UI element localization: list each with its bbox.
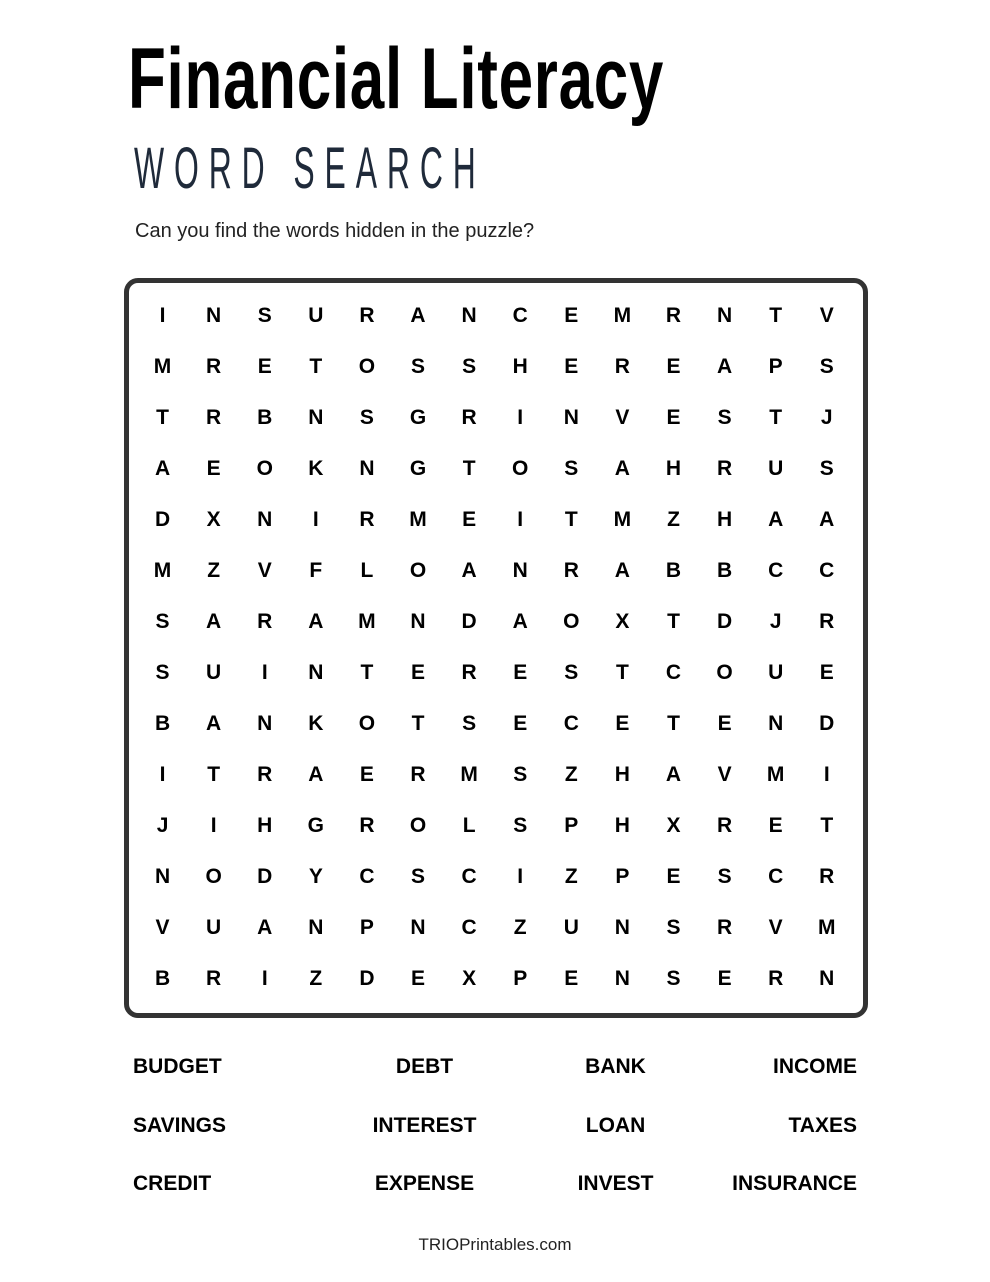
grid-letter[interactable]: T — [769, 303, 783, 327]
grid-letter[interactable]: E — [564, 354, 579, 378]
grid-letter[interactable]: N — [819, 966, 835, 990]
grid-letter[interactable]: P — [564, 813, 579, 837]
grid-letter[interactable]: A — [206, 609, 222, 633]
page-subtitle: WORD SEARCH — [134, 136, 486, 201]
grid-letter[interactable]: N — [308, 660, 324, 684]
grid-letter[interactable]: O — [409, 558, 427, 582]
grid-letter[interactable]: U — [308, 303, 324, 327]
grid-letter[interactable]: T — [667, 711, 680, 735]
grid-letter[interactable]: V — [819, 303, 834, 327]
grid-letter[interactable]: E — [819, 660, 834, 684]
word-list-item: TAXES — [788, 1113, 857, 1137]
grid-letter[interactable]: V — [768, 915, 783, 939]
grid-letter[interactable]: J — [769, 609, 782, 633]
grid-letter[interactable]: S — [564, 660, 579, 684]
word-list-item: DEBT — [395, 1055, 454, 1078]
grid-letter[interactable]: E — [411, 660, 426, 684]
grid-letter[interactable]: E — [359, 762, 374, 786]
grid-letter[interactable]: S — [513, 813, 528, 837]
grid-letter[interactable]: I — [210, 813, 217, 837]
grid-letter[interactable]: A — [257, 915, 273, 939]
grid-letter[interactable]: I — [312, 507, 319, 531]
grid-letter[interactable]: N — [308, 915, 324, 939]
grid-letter[interactable]: H — [614, 762, 630, 786]
grid-letter[interactable]: Z — [564, 864, 578, 888]
grid-letter[interactable]: N — [410, 915, 426, 939]
grid-letter[interactable]: N — [716, 303, 733, 327]
grid-letter[interactable]: E — [513, 711, 528, 735]
grid-letter[interactable]: I — [159, 303, 166, 327]
grid-letter[interactable]: S — [666, 966, 681, 990]
grid-letter[interactable]: F — [309, 558, 323, 582]
grid-letter[interactable]: N — [461, 303, 477, 327]
grid-letter[interactable]: R — [206, 354, 222, 378]
grid-letter[interactable]: M — [818, 915, 836, 939]
grid-letter[interactable]: O — [256, 456, 273, 480]
grid-letter[interactable]: A — [614, 456, 630, 480]
grid-letter[interactable]: S — [666, 915, 681, 939]
grid-letter[interactable]: E — [717, 966, 732, 990]
grid-letter[interactable]: N — [257, 507, 273, 531]
grid-letter[interactable]: U — [768, 456, 784, 480]
grid-letter[interactable]: I — [261, 660, 268, 684]
page-title: Financial Literacy — [128, 31, 665, 127]
grid-letter[interactable]: G — [409, 405, 427, 429]
grid-letter[interactable]: R — [461, 405, 477, 429]
grid-letter[interactable]: A — [768, 507, 784, 531]
grid-letter[interactable]: R — [716, 915, 733, 939]
grid-letter[interactable]: Z — [513, 915, 527, 939]
grid-letter[interactable]: N — [154, 864, 171, 888]
grid-letter[interactable]: V — [257, 558, 272, 582]
grid-letter[interactable]: A — [716, 354, 733, 378]
grid-letter[interactable]: N — [308, 405, 324, 429]
grid-letter[interactable]: E — [666, 354, 681, 378]
grid-letter[interactable]: T — [360, 660, 374, 684]
grid-letter[interactable]: I — [517, 507, 524, 531]
grid-letter[interactable]: K — [308, 711, 324, 735]
grid-letter[interactable]: X — [206, 507, 221, 531]
grid-letter[interactable]: N — [614, 966, 630, 990]
grid-letter[interactable]: O — [358, 711, 376, 735]
grid-letter[interactable]: O — [563, 609, 580, 633]
grid-letter[interactable]: T — [309, 354, 323, 378]
grid-letter[interactable]: A — [308, 609, 324, 633]
grid-letter[interactable]: A — [512, 609, 528, 633]
grid-letter[interactable]: V — [717, 762, 732, 786]
grid-letter[interactable]: O — [409, 813, 427, 837]
word-list-item: INVEST — [577, 1172, 654, 1195]
grid-letter[interactable]: T — [207, 762, 221, 786]
grid-letter[interactable]: Z — [564, 762, 578, 786]
grid-letter[interactable]: M — [766, 762, 785, 786]
grid-letter[interactable]: T — [411, 711, 425, 735]
grid-letter[interactable]: D — [359, 966, 375, 990]
grid-letter[interactable]: P — [359, 915, 374, 939]
grid-letter[interactable]: S — [257, 303, 272, 327]
word-list-item: INSURANCE — [732, 1172, 857, 1195]
grid-letter[interactable]: M — [358, 609, 376, 633]
grid-letter[interactable]: S — [717, 864, 732, 888]
grid-letter[interactable]: A — [461, 558, 477, 582]
grid-letter[interactable]: E — [411, 966, 426, 990]
grid-letter[interactable]: B — [257, 405, 273, 429]
grid-letter[interactable]: S — [513, 762, 528, 786]
grid-letter[interactable]: S — [462, 711, 477, 735]
instructions: Can you find the words hidden in the puzzle? — [135, 220, 535, 242]
grid-letter[interactable]: L — [462, 813, 476, 837]
grid-letter[interactable]: T — [156, 405, 169, 429]
grid-letter[interactable]: X — [666, 813, 681, 837]
grid-letter[interactable]: N — [614, 915, 630, 939]
grid-letter[interactable]: S — [462, 354, 477, 378]
grid-letter[interactable]: A — [819, 507, 835, 531]
grid-letter[interactable]: R — [257, 609, 273, 633]
grid-letter[interactable]: R — [768, 966, 784, 990]
grid-letter[interactable]: H — [257, 813, 273, 837]
grid-letter[interactable]: C — [563, 711, 579, 735]
grid-letter[interactable]: R — [819, 864, 835, 888]
word-list-item: CREDIT — [133, 1172, 212, 1195]
grid-letter[interactable]: E — [257, 354, 272, 378]
word-list — [133, 1055, 857, 1231]
grid-letter[interactable]: U — [206, 915, 222, 939]
grid-letter[interactable]: I — [159, 762, 166, 786]
grid-letter[interactable]: U — [206, 660, 222, 684]
grid-letter[interactable]: B — [716, 558, 733, 582]
grid-letter[interactable]: C — [359, 864, 375, 888]
grid-letter[interactable]: R — [563, 558, 579, 582]
word-list-item: INCOME — [773, 1055, 857, 1078]
grid-letter[interactable]: Z — [309, 966, 323, 990]
grid-letter[interactable]: B — [154, 711, 171, 735]
grid-letter[interactable]: O — [716, 660, 733, 684]
grid-letter[interactable]: M — [153, 558, 172, 582]
grid-letter[interactable]: Z — [207, 558, 221, 582]
grid-letter[interactable]: E — [564, 303, 579, 327]
grid-letter[interactable]: R — [359, 507, 375, 531]
grid-letter[interactable]: D — [257, 864, 273, 888]
grid-letter[interactable]: E — [513, 660, 528, 684]
grid-letter[interactable]: B — [154, 966, 171, 990]
grid-letter[interactable]: A — [614, 558, 630, 582]
grid-letter[interactable]: N — [359, 456, 375, 480]
grid-letter[interactable]: N — [257, 711, 273, 735]
grid-letter[interactable]: A — [308, 762, 324, 786]
grid-letter[interactable]: B — [665, 558, 682, 582]
grid-letter[interactable]: O — [512, 456, 529, 480]
grid-letter[interactable]: R — [819, 609, 835, 633]
grid-letter[interactable]: T — [667, 609, 680, 633]
grid-letter[interactable]: N — [512, 558, 528, 582]
grid-letter[interactable]: M — [153, 354, 172, 378]
grid-letter[interactable]: E — [206, 456, 221, 480]
grid-letter[interactable]: I — [517, 864, 524, 888]
grid-letter[interactable]: M — [613, 507, 632, 531]
grid-letter[interactable]: E — [564, 966, 579, 990]
grid-letter[interactable]: A — [665, 762, 682, 786]
grid-letter[interactable]: X — [462, 966, 477, 990]
grid-letter[interactable]: R — [665, 303, 682, 327]
grid-letter[interactable]: N — [410, 609, 426, 633]
grid-letter[interactable]: S — [717, 405, 732, 429]
grid-letter[interactable]: C — [665, 660, 682, 684]
grid-letter[interactable]: I — [261, 966, 268, 990]
grid-letter[interactable]: H — [512, 354, 528, 378]
grid-letter[interactable]: C — [461, 915, 477, 939]
word-list-item: LOAN — [585, 1113, 646, 1137]
grid-letter[interactable]: V — [155, 915, 170, 939]
grid-letter[interactable]: R — [359, 813, 375, 837]
grid-letter[interactable]: D — [461, 609, 477, 633]
grid-letter[interactable]: H — [614, 813, 630, 837]
grid-letter[interactable]: T — [564, 507, 578, 531]
grid-letter[interactable]: U — [563, 915, 579, 939]
grid-letter[interactable]: I — [517, 405, 524, 429]
grid-letter[interactable]: S — [411, 864, 426, 888]
grid-letter[interactable]: E — [615, 711, 630, 735]
grid-letter[interactable]: E — [462, 507, 477, 531]
grid-letter[interactable]: E — [717, 711, 732, 735]
grid-letter[interactable]: T — [462, 456, 476, 480]
grid-letter[interactable]: T — [820, 813, 834, 837]
grid-letter[interactable]: N — [768, 711, 784, 735]
grid-letter[interactable]: S — [155, 609, 170, 633]
grid-letter[interactable]: M — [613, 303, 632, 327]
grid-letter[interactable]: N — [206, 303, 222, 327]
grid-letter[interactable]: Z — [667, 507, 680, 531]
grid-letter[interactable]: D — [154, 507, 171, 531]
grid-letter[interactable]: E — [666, 864, 681, 888]
grid-letter[interactable]: C — [768, 864, 784, 888]
grid-letter[interactable]: V — [615, 405, 630, 429]
grid-letter[interactable]: D — [819, 711, 835, 735]
grid-letter[interactable]: S — [359, 405, 374, 429]
grid-letter[interactable]: S — [819, 456, 834, 480]
grid-letter[interactable]: H — [716, 507, 733, 531]
grid-letter[interactable]: Y — [308, 864, 323, 888]
grid-letter[interactable]: C — [768, 558, 784, 582]
grid-letter[interactable]: G — [307, 813, 324, 837]
grid-letter[interactable]: X — [615, 609, 630, 633]
grid-letter[interactable]: P — [615, 864, 630, 888]
grid-letter[interactable]: A — [206, 711, 222, 735]
grid-letter[interactable]: R — [614, 354, 630, 378]
grid-letter[interactable]: D — [716, 609, 733, 633]
grid-letter[interactable]: M — [409, 507, 427, 531]
grid-letter[interactable]: R — [257, 762, 273, 786]
word-list-item: BUDGET — [133, 1055, 222, 1078]
grid-letter[interactable]: M — [460, 762, 478, 786]
grid-letter[interactable]: T — [769, 405, 783, 429]
grid-letter[interactable]: C — [461, 864, 477, 888]
word-list-item: INTEREST — [372, 1113, 477, 1137]
grid-letter[interactable]: U — [768, 660, 784, 684]
grid-letter[interactable]: J — [156, 813, 169, 837]
grid-letter[interactable]: R — [461, 660, 477, 684]
grid-letter[interactable]: A — [154, 456, 171, 480]
grid-letter[interactable]: L — [360, 558, 374, 582]
grid-letter[interactable]: R — [716, 456, 733, 480]
grid-letter[interactable]: R — [359, 303, 375, 327]
grid-letter[interactable]: K — [308, 456, 324, 480]
grid-letter[interactable]: I — [823, 762, 830, 786]
grid-letter[interactable]: J — [820, 405, 833, 429]
grid-letter[interactable]: S — [411, 354, 426, 378]
grid-letter[interactable]: E — [666, 405, 681, 429]
grid-letter[interactable]: P — [768, 354, 783, 378]
grid-letter[interactable]: R — [410, 762, 426, 786]
grid-letter[interactable]: S — [819, 354, 834, 378]
grid-letter[interactable]: O — [205, 864, 222, 888]
grid-letter[interactable]: G — [409, 456, 427, 480]
grid-letter[interactable]: P — [513, 966, 528, 990]
grid-letter[interactable]: R — [716, 813, 733, 837]
grid-letter[interactable]: S — [564, 456, 579, 480]
grid-letter[interactable]: A — [410, 303, 426, 327]
grid-letter[interactable]: E — [768, 813, 783, 837]
word-list-item: SAVINGS — [133, 1113, 226, 1137]
grid-letter[interactable]: N — [563, 405, 579, 429]
grid-letter[interactable]: T — [615, 660, 629, 684]
letter-grid — [137, 290, 852, 1004]
word-list-item: EXPENSE — [374, 1172, 475, 1195]
word-list-item: BANK — [585, 1055, 646, 1078]
grid-letter[interactable]: S — [155, 660, 170, 684]
grid-letter[interactable]: R — [206, 405, 222, 429]
footer-site: TRIOPrintables.com — [418, 1235, 572, 1254]
grid-letter[interactable]: O — [358, 354, 376, 378]
grid-letter[interactable]: R — [206, 966, 222, 990]
grid-letter[interactable]: C — [512, 303, 528, 327]
grid-letter[interactable]: H — [665, 456, 682, 480]
grid-letter[interactable]: C — [819, 558, 835, 582]
